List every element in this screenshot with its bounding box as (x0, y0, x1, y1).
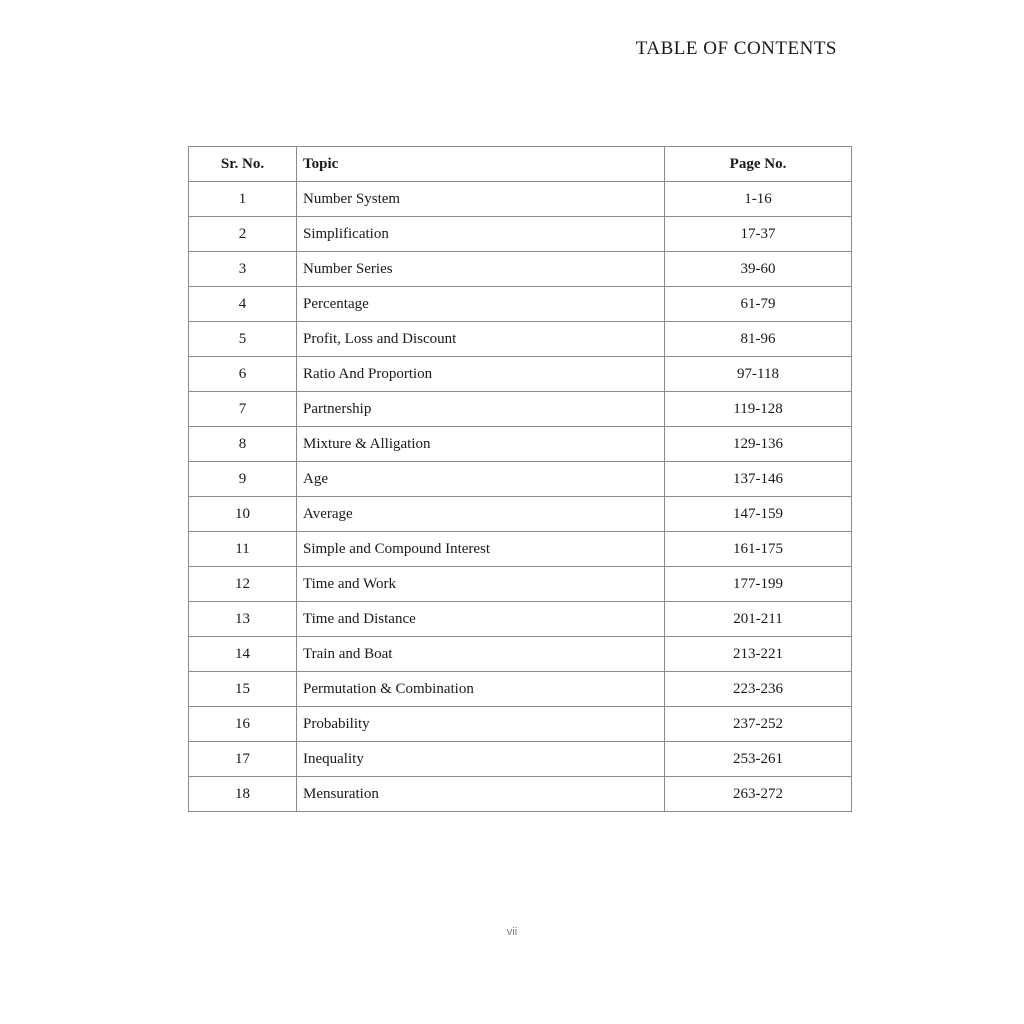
table-row (189, 497, 852, 532)
page-range-cell: 263-272 (665, 777, 852, 812)
sr-cell: 6 (189, 357, 297, 392)
table-row (189, 252, 852, 287)
sr-cell: 17 (189, 742, 297, 777)
sr-cell: 9 (189, 462, 297, 497)
page-range-cell: 177-199 (665, 567, 852, 602)
toc-table (188, 146, 852, 812)
topic-cell: Permutation & Combination (297, 672, 665, 707)
table-row (189, 637, 852, 672)
table-row (189, 742, 852, 777)
table-row (189, 392, 852, 427)
page-range-cell: 81-96 (665, 322, 852, 357)
table-row (189, 777, 852, 812)
page-range-cell: 237-252 (665, 707, 852, 742)
topic-cell: Ratio And Proportion (297, 357, 665, 392)
sr-cell: 15 (189, 672, 297, 707)
topic-cell: Simplification (297, 217, 665, 252)
topic-cell: Number System (297, 182, 665, 217)
topic-cell: Mensuration (297, 777, 665, 812)
topic-cell: Train and Boat (297, 637, 665, 672)
topic-cell: Age (297, 462, 665, 497)
page-range-cell: 61-79 (665, 287, 852, 322)
topic-cell: Time and Distance (297, 602, 665, 637)
table-row (189, 567, 852, 602)
page-range-cell: 119-128 (665, 392, 852, 427)
sr-cell: 12 (189, 567, 297, 602)
table-row (189, 707, 852, 742)
page-range-cell: 17-37 (665, 217, 852, 252)
table-row (189, 462, 852, 497)
table-row (189, 182, 852, 217)
table-row (189, 672, 852, 707)
topic-cell: Inequality (297, 742, 665, 777)
page-range-cell: 161-175 (665, 532, 852, 567)
sr-cell: 18 (189, 777, 297, 812)
table-row (189, 357, 852, 392)
table-row (189, 322, 852, 357)
page-range-cell: 97-118 (665, 357, 852, 392)
page-range-cell: 137-146 (665, 462, 852, 497)
page-range-cell: 147-159 (665, 497, 852, 532)
topic-cell: Partnership (297, 392, 665, 427)
page-range-cell: 223-236 (665, 672, 852, 707)
table-row (189, 427, 852, 462)
page-range-cell: 201-211 (665, 602, 852, 637)
sr-cell: 11 (189, 532, 297, 567)
page-range-cell: 39-60 (665, 252, 852, 287)
page-title: TABLE OF CONTENTS (635, 38, 837, 59)
sr-cell: 13 (189, 602, 297, 637)
sr-cell: 1 (189, 182, 297, 217)
header-page-no: Page No. (665, 147, 852, 182)
sr-cell: 5 (189, 322, 297, 357)
sr-cell: 14 (189, 637, 297, 672)
topic-cell: Average (297, 497, 665, 532)
table-row (189, 532, 852, 567)
sr-cell: 2 (189, 217, 297, 252)
sr-cell: 7 (189, 392, 297, 427)
topic-cell: Time and Work (297, 567, 665, 602)
sr-cell: 16 (189, 707, 297, 742)
sr-cell: 4 (189, 287, 297, 322)
sr-cell: 3 (189, 252, 297, 287)
topic-cell: Percentage (297, 287, 665, 322)
sr-cell: 8 (189, 427, 297, 462)
table-header-row (189, 147, 852, 182)
topic-cell: Number Series (297, 252, 665, 287)
table-row (189, 287, 852, 322)
topic-cell: Profit, Loss and Discount (297, 322, 665, 357)
page-number: vii (506, 926, 518, 938)
sr-cell: 10 (189, 497, 297, 532)
topic-cell: Simple and Compound Interest (297, 532, 665, 567)
page-range-cell: 253-261 (665, 742, 852, 777)
header-sr-no: Sr. No. (189, 147, 297, 182)
page-range-cell: 213-221 (665, 637, 852, 672)
table-row (189, 217, 852, 252)
page-range-cell: 1-16 (665, 182, 852, 217)
header-topic: Topic (297, 147, 665, 182)
topic-cell: Mixture & Alligation (297, 427, 665, 462)
topic-cell: Probability (297, 707, 665, 742)
table-row (189, 602, 852, 637)
page-range-cell: 129-136 (665, 427, 852, 462)
